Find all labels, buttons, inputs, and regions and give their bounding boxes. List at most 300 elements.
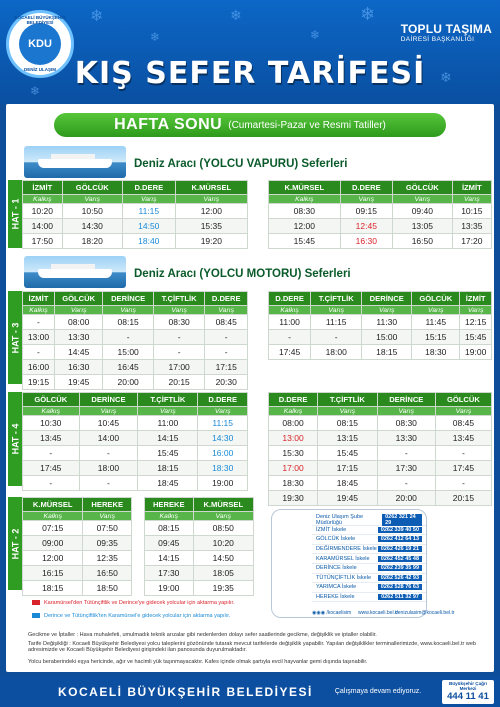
time-cell: 13:15 <box>318 431 378 446</box>
time-cell: 12:00 <box>23 551 83 566</box>
table-row <box>23 446 248 461</box>
table-row <box>23 476 248 491</box>
time-cell: 19:20 <box>175 234 247 249</box>
column-header: D.DERE <box>122 181 175 195</box>
time-cell: - <box>23 446 80 461</box>
column-subheader: Varış <box>340 195 392 204</box>
time-cell: 09:15 <box>340 204 392 219</box>
time-cell: 16:50 <box>83 566 132 581</box>
time-cell: 18:15 <box>23 581 83 596</box>
time-cell: 11:00 <box>138 416 198 431</box>
time-cell: 18:00 <box>311 345 362 360</box>
call-center-label: Büyükşehir Çağrı Merkezi <box>448 681 488 691</box>
column-subheader: Kalkış <box>23 512 83 521</box>
column-subheader: Varış <box>122 195 175 204</box>
time-cell: 17:20 <box>452 234 491 249</box>
time-cell: 18:30 <box>269 476 318 491</box>
time-cell: 18:15 <box>362 345 412 360</box>
hat2-left-table <box>22 497 132 596</box>
column-header: K.MÜRSEL <box>175 181 247 195</box>
column-header: GÖLCÜK <box>23 393 80 407</box>
column-subheader: Varış <box>175 195 247 204</box>
time-cell: 10:50 <box>62 204 122 219</box>
hat2-label: HAT - 2 <box>8 497 22 590</box>
time-cell: 12:00 <box>269 219 341 234</box>
contact-phone[interactable]: 0262 528 76 63 <box>378 584 422 590</box>
time-cell: 08:45 <box>435 416 491 431</box>
column-header: GÖLCÜK <box>412 292 460 306</box>
time-cell: 14:00 <box>23 219 63 234</box>
column-header: HEREKE <box>83 498 132 512</box>
hat1-left-table <box>22 180 248 249</box>
contact-row <box>312 526 426 536</box>
column-subheader: Varış <box>452 195 491 204</box>
column-header: GÖLCÜK <box>54 292 103 306</box>
time-cell: - <box>23 345 55 360</box>
table-row <box>145 551 254 566</box>
time-cell: 10:15 <box>452 204 491 219</box>
time-cell: 18:40 <box>122 234 175 249</box>
time-cell: 18:30 <box>198 461 248 476</box>
time-cell: 09:45 <box>145 536 194 551</box>
time-cell: - <box>377 446 435 461</box>
hat3-right-table <box>268 291 492 360</box>
time-cell: - <box>435 446 491 461</box>
time-cell: 18:00 <box>79 461 138 476</box>
time-cell: 13:35 <box>452 219 491 234</box>
column-header: İZMİT <box>23 292 55 306</box>
social-icons: ◉◉◉ <box>312 610 327 616</box>
banner-subtitle: (Cumartesi-Pazar ve Resmi Tatiller) <box>228 119 386 131</box>
column-header: T.ÇİFTLİK <box>153 292 205 306</box>
contact-row <box>312 545 426 555</box>
time-cell: - <box>153 345 205 360</box>
time-cell: 08:15 <box>103 315 153 330</box>
time-cell: - <box>153 330 205 345</box>
logo-text: KDU <box>19 23 61 65</box>
brand-line2: DAİRESİ BAŞKANLIĞI <box>400 36 475 43</box>
time-cell: - <box>435 476 491 491</box>
time-cell: 11:15 <box>311 315 362 330</box>
time-cell: 10:20 <box>23 204 63 219</box>
column-subheader: Varış <box>103 306 153 315</box>
column-subheader: Varış <box>460 306 492 315</box>
mail-link[interactable]: denizulasim@kocaeli.bel.tr <box>395 610 455 616</box>
contact-phone[interactable]: 0262 239 35 99 <box>378 565 422 571</box>
table-row <box>23 330 248 345</box>
time-cell: 17:00 <box>269 461 318 476</box>
time-cell: 13:05 <box>392 219 452 234</box>
table-row <box>23 536 132 551</box>
time-cell: 15:35 <box>175 219 247 234</box>
time-cell: 19:00 <box>460 345 492 360</box>
table-row <box>23 360 248 375</box>
time-cell: 12:00 <box>175 204 247 219</box>
column-subheader: Kalkış <box>269 306 311 315</box>
time-cell: 08:30 <box>377 416 435 431</box>
time-cell: 13:00 <box>269 431 318 446</box>
brand <box>401 22 492 43</box>
header <box>0 0 500 104</box>
time-cell: 18:20 <box>62 234 122 249</box>
contact-phone[interactable]: 0262 526 42 93 <box>378 575 422 581</box>
hat3-label: HAT - 3 <box>8 291 22 384</box>
time-cell: 17:30 <box>377 461 435 476</box>
time-cell: 14:30 <box>62 219 122 234</box>
column-subheader: Kalkış <box>269 195 341 204</box>
time-cell: 18:45 <box>138 476 198 491</box>
time-cell: 08:15 <box>318 416 378 431</box>
time-cell: 08:50 <box>193 521 253 536</box>
time-cell: 19:00 <box>198 476 248 491</box>
contact-name: DEĞİRMENDERE İskele <box>316 546 377 553</box>
table-row <box>269 446 492 461</box>
time-cell: - <box>205 345 248 360</box>
time-cell: 11:30 <box>362 315 412 330</box>
time-cell: 18:30 <box>412 345 460 360</box>
time-cell: 14:50 <box>193 551 253 566</box>
table-row <box>23 551 132 566</box>
column-header: K.MÜRSEL <box>193 498 253 512</box>
time-cell: 16:30 <box>340 234 392 249</box>
time-cell: 14:15 <box>138 431 198 446</box>
column-subheader: Varış <box>153 306 205 315</box>
column-header: HEREKE <box>145 498 194 512</box>
time-cell: 08:30 <box>153 315 205 330</box>
municipality-name: KOCAELİ BÜYÜKŞEHİR BELEDİYESİ <box>58 684 313 699</box>
time-cell: 17:15 <box>205 360 248 375</box>
table-row <box>23 566 132 581</box>
note-red: Karamürsel'den Tütünçiftlik ve Derince'ye gidecek yolcular için aktarma yapılır. <box>32 600 235 606</box>
banner-title: HAFTA SONU <box>114 116 223 133</box>
table-row <box>145 566 254 581</box>
time-cell: 17:30 <box>145 566 194 581</box>
time-cell: 08:30 <box>269 204 341 219</box>
time-cell: 13:45 <box>23 431 80 446</box>
table-row <box>269 219 492 234</box>
time-cell: 16:00 <box>198 446 248 461</box>
column-subheader: Varış <box>435 407 491 416</box>
column-subheader: Varış <box>318 407 378 416</box>
time-cell: 17:45 <box>23 461 80 476</box>
section-title-vapur: Deniz Aracı (YOLCU VAPURU) Seferleri <box>134 158 348 170</box>
table-row <box>23 461 248 476</box>
contact-name: KARAMÜRSEL İskele <box>316 555 370 562</box>
time-cell: - <box>79 446 138 461</box>
section-title-motor: Deniz Aracı (YOLCU MOTORU) Seferleri <box>134 268 351 280</box>
time-cell: 14:00 <box>79 431 138 446</box>
time-cell: 16:30 <box>54 360 103 375</box>
snowflake-icon: ❄ <box>30 84 41 98</box>
contact-name: TÜTÜNÇİFTLİK İskele <box>316 574 372 581</box>
time-cell: - <box>103 330 153 345</box>
snowflake-icon: ❄ <box>90 6 104 25</box>
logo-ring-top: KOCAELİ BÜYÜKŞEHİR BELEDİYESİ <box>14 15 66 25</box>
time-cell: 13:45 <box>435 431 491 446</box>
time-cell: 11:45 <box>412 315 460 330</box>
column-header: D.DERE <box>340 181 392 195</box>
time-cell: 17:15 <box>318 461 378 476</box>
time-cell: 13:30 <box>54 330 103 345</box>
time-cell: 19:00 <box>145 581 194 596</box>
time-cell: 19:45 <box>318 491 378 506</box>
table-row <box>269 476 492 491</box>
contact-row <box>312 583 426 593</box>
column-subheader: Varış <box>377 407 435 416</box>
motorboat-image <box>24 256 126 288</box>
table-row <box>269 491 492 506</box>
time-cell: 10:30 <box>23 416 80 431</box>
time-cell: 15:30 <box>269 446 318 461</box>
table-row <box>269 416 492 431</box>
column-header: İZMİT <box>23 181 63 195</box>
time-cell: 15:45 <box>138 446 198 461</box>
footer-note-2: Tarife Değişikliği : Kocaeli Büyükşehir Belediyesi yolcu taleplerini gözönünde tutarak mevcut tarifelerde değişiklik yapabilir. Yapılan değişiklikler terminallerimizde, www.kocaeli.bel.tr web adresimizde ve Kocaeli Büyükşehir Belediyesi girişindeki ilan panosunda duyurulmaktadır. <box>28 641 476 653</box>
column-subheader: Kalkış <box>145 512 194 521</box>
time-cell: 11:15 <box>122 204 175 219</box>
time-cell: 12:15 <box>460 315 492 330</box>
time-cell: 20:30 <box>205 375 248 390</box>
table-row <box>269 461 492 476</box>
time-cell: 16:45 <box>103 360 153 375</box>
column-header: K.MÜRSEL <box>269 181 341 195</box>
table-row <box>269 204 492 219</box>
time-cell: 17:45 <box>435 461 491 476</box>
time-cell: 14:30 <box>198 431 248 446</box>
column-header: DERİNCE <box>377 393 435 407</box>
time-cell: 08:00 <box>54 315 103 330</box>
time-cell: 19:15 <box>23 375 55 390</box>
time-cell: - <box>311 330 362 345</box>
time-cell: 17:50 <box>23 234 63 249</box>
table-row <box>269 345 492 360</box>
snowflake-icon: ❄ <box>150 30 161 44</box>
footer-bar <box>0 676 500 707</box>
table-row <box>23 315 248 330</box>
table-row <box>23 345 248 360</box>
time-cell: 19:30 <box>269 491 318 506</box>
footer-note-3: Yolcu beraberindeki eşya hericinde, ağır ve hacimli yük taşınmayacaktır. Kafes içinde olmak şartıyla evcil hayvanlar gemi dışında taşınabilir. <box>28 659 368 665</box>
time-cell: 15:45 <box>269 234 341 249</box>
time-cell: 15:00 <box>362 330 412 345</box>
table-row <box>23 375 248 390</box>
banner <box>54 113 446 137</box>
time-cell: 18:15 <box>138 461 198 476</box>
column-subheader: Varış <box>62 195 122 204</box>
call-center[interactable] <box>442 680 494 704</box>
column-subheader: Varış <box>198 407 248 416</box>
time-cell: 12:45 <box>340 219 392 234</box>
column-header: D.DERE <box>198 393 248 407</box>
time-cell: 08:15 <box>145 521 194 536</box>
time-cell: 15:45 <box>318 446 378 461</box>
time-cell: - <box>23 315 55 330</box>
column-subheader: Varış <box>54 306 103 315</box>
column-header: İZMİT <box>452 181 491 195</box>
time-cell: - <box>79 476 138 491</box>
column-header: GÖLCÜK <box>435 393 491 407</box>
time-cell: 20:15 <box>435 491 491 506</box>
time-cell: 15:45 <box>460 330 492 345</box>
time-cell: 15:00 <box>103 345 153 360</box>
ferry-image <box>24 146 126 178</box>
time-cell: 17:00 <box>153 360 205 375</box>
column-subheader: Varış <box>138 407 198 416</box>
time-cell: - <box>269 330 311 345</box>
column-header: İZMİT <box>460 292 492 306</box>
contact-row <box>312 564 426 574</box>
contact-phone[interactable]: 0262 511 32 97 <box>378 594 422 600</box>
time-cell: 20:00 <box>103 375 153 390</box>
contact-row <box>312 516 426 526</box>
time-cell: 18:45 <box>318 476 378 491</box>
column-subheader: Varış <box>79 407 138 416</box>
contact-name: DERİNCE İskele <box>316 565 357 572</box>
contact-phone[interactable]: 0262 426 19 21 <box>378 546 422 552</box>
table-row <box>23 204 248 219</box>
column-header: T.ÇİFTLİK <box>311 292 362 306</box>
time-cell: 16:00 <box>23 360 55 375</box>
column-header: D.DERE <box>269 292 311 306</box>
column-subheader: Varış <box>83 512 132 521</box>
contact-name: YARIMCA İskele <box>316 584 357 591</box>
hat2-right-table <box>144 497 254 596</box>
time-cell: 14:50 <box>122 219 175 234</box>
time-cell: 19:45 <box>54 375 103 390</box>
snowflake-icon: ❄ <box>310 28 321 42</box>
time-cell: 16:50 <box>392 234 452 249</box>
column-header: T.ÇİFTLİK <box>318 393 378 407</box>
contact-name: İZMİT İskele <box>316 526 347 533</box>
table-row <box>269 330 492 345</box>
hat4-left-table <box>22 392 248 491</box>
snowflake-icon: ❄ <box>440 70 452 86</box>
time-cell: 12:35 <box>83 551 132 566</box>
call-center-number: 444 11 41 <box>447 691 489 702</box>
hat1-right-table <box>268 180 492 249</box>
column-header: D.DERE <box>269 393 318 407</box>
column-header: DERİNCE <box>362 292 412 306</box>
table-row <box>23 521 132 536</box>
contact-phone[interactable]: 0262 321 24 29 <box>382 514 422 526</box>
time-cell: - <box>23 476 80 491</box>
time-cell: 11:00 <box>269 315 311 330</box>
column-header: K.MÜRSEL <box>23 498 83 512</box>
time-cell: 19:35 <box>193 581 253 596</box>
column-header: D.DERE <box>205 292 248 306</box>
time-cell: 13:00 <box>23 330 55 345</box>
time-cell: 10:45 <box>79 416 138 431</box>
table-row <box>145 581 254 596</box>
time-cell: 10:20 <box>193 536 253 551</box>
contact-row <box>312 593 426 603</box>
time-cell: 14:15 <box>145 551 194 566</box>
contact-phone[interactable]: 0262 412 64 13 <box>378 536 422 542</box>
contact-name: HEREKE İskele <box>316 594 355 601</box>
column-subheader: Varış <box>412 306 460 315</box>
time-cell: 13:30 <box>377 431 435 446</box>
time-cell: 08:45 <box>205 315 248 330</box>
table-row <box>23 416 248 431</box>
hat3-left-table <box>22 291 248 390</box>
snowflake-icon: ❄ <box>230 8 242 24</box>
time-cell: 17:45 <box>269 345 311 360</box>
time-cell: - <box>205 330 248 345</box>
table-row <box>269 431 492 446</box>
column-header: DERİNCE <box>79 393 138 407</box>
time-cell: 20:15 <box>153 375 205 390</box>
column-subheader: Kalkış <box>23 306 55 315</box>
contact-row <box>312 535 426 545</box>
snowflake-icon: ❄ <box>360 4 376 25</box>
column-header: T.ÇİFTLİK <box>138 393 198 407</box>
column-subheader: Kalkış <box>269 407 318 416</box>
table-row <box>23 581 132 596</box>
column-subheader: Varış <box>193 512 253 521</box>
contact-list <box>271 509 427 618</box>
contact-row <box>312 554 426 564</box>
table-row <box>145 521 254 536</box>
time-cell: 15:15 <box>412 330 460 345</box>
contact-name: GÖLCÜK İskele <box>316 536 356 543</box>
time-cell: 07:50 <box>83 521 132 536</box>
column-subheader: Varış <box>311 306 362 315</box>
column-subheader: Varış <box>205 306 248 315</box>
column-subheader: Varış <box>362 306 412 315</box>
column-subheader: Varış <box>392 195 452 204</box>
table-row <box>269 234 492 249</box>
time-cell: 18:05 <box>193 566 253 581</box>
web-link[interactable]: www.kocaeli.bel.tr <box>358 610 399 616</box>
note-blue: Derince ve Tütünçiftlik'ten Karamürsel'e gidecek yolcular için aktarma yapılır. <box>32 613 230 619</box>
hat4-label: HAT - 4 <box>8 392 22 486</box>
time-cell: 08:00 <box>269 416 318 431</box>
time-cell: 20:00 <box>377 491 435 506</box>
page-title: KIŞ SEFER TARİFESİ <box>74 56 426 91</box>
brand-line1: TOPLU TAŞIMA <box>400 22 492 36</box>
table-row <box>145 536 254 551</box>
time-cell: 16:15 <box>23 566 83 581</box>
time-cell: 14:45 <box>54 345 103 360</box>
column-header: GÖLCÜK <box>392 181 452 195</box>
time-cell: - <box>377 476 435 491</box>
contact-phone[interactable]: 0262 339 40 50 <box>378 527 422 533</box>
logo-ring-bottom: DENİZ ULAŞIM <box>24 67 56 72</box>
hat1-label: HAT - 1 <box>8 180 22 248</box>
slogan: Çalışmaya devam ediyoruz. <box>334 688 422 695</box>
time-cell: 09:00 <box>23 536 83 551</box>
column-subheader: Kalkış <box>23 407 80 416</box>
time-cell: 09:40 <box>392 204 452 219</box>
time-cell: 11:15 <box>198 416 248 431</box>
time-cell: 09:35 <box>83 536 132 551</box>
hat4-right-table <box>268 392 492 506</box>
contact-phone[interactable]: 0262 452 45 48 <box>378 556 422 562</box>
footer-note-1: Gecikme ve İptaller : Hava muhalefeti, umulmadık teknik arızalar gibi nedenlerden dolayı sefer saatlerinde gecikme, değişiklik ve iptaller olabilir. <box>28 632 377 638</box>
social-handle[interactable]: ◉◉◉ /kocaelisim <box>312 610 352 616</box>
column-header: DERİNCE <box>103 292 153 306</box>
column-header: GÖLCÜK <box>62 181 122 195</box>
time-cell: 07:15 <box>23 521 83 536</box>
contact-row <box>312 574 426 584</box>
table-row <box>23 234 248 249</box>
table-row <box>23 431 248 446</box>
table-row <box>23 219 248 234</box>
time-cell: 18:50 <box>83 581 132 596</box>
table-row <box>269 315 492 330</box>
column-subheader: Kalkış <box>23 195 63 204</box>
contact-name: Deniz Ulaşım Şube Müdürlüğü <box>316 514 364 527</box>
